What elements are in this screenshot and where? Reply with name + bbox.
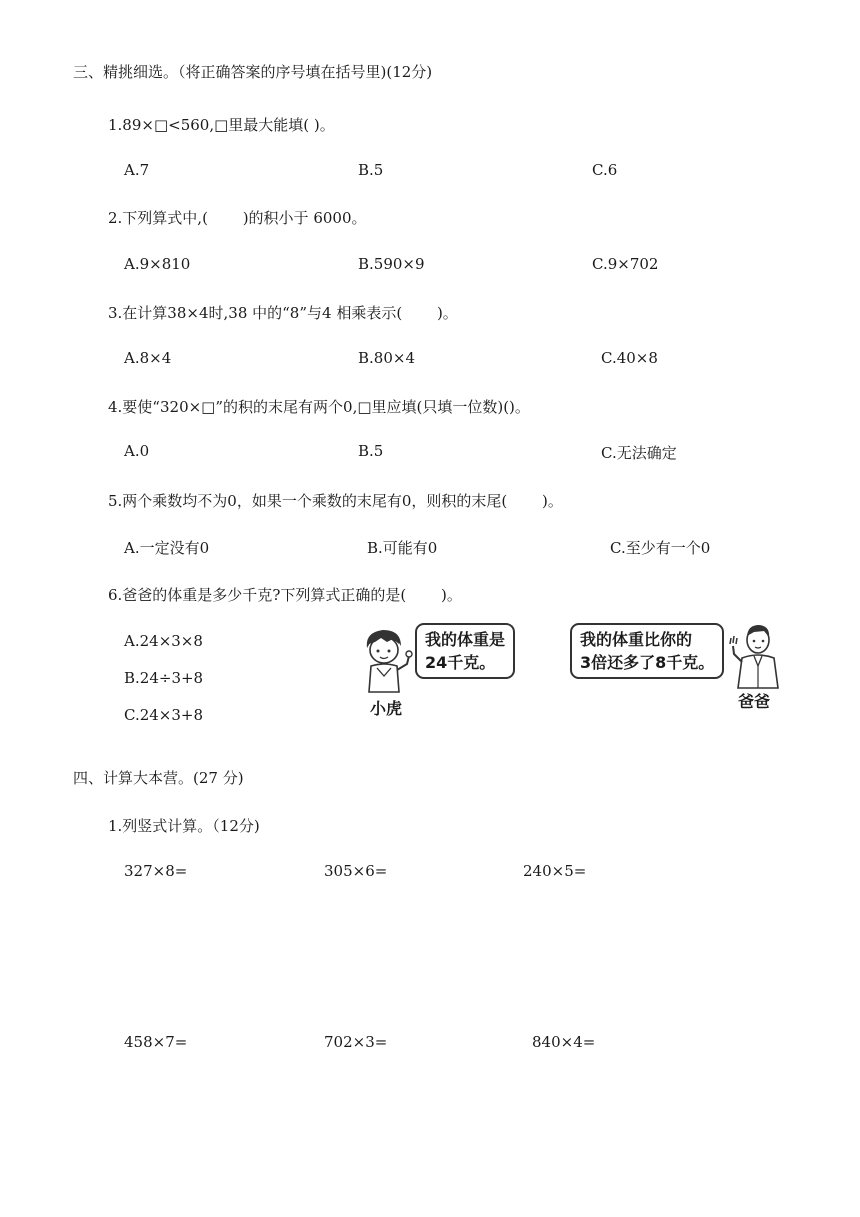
kid-figure-illustration — [357, 626, 417, 698]
question-5: 5.两个乘数均不为0，如果一个乘数的末尾有0，则积的末尾( )。 — [108, 492, 563, 510]
q3-option-a: A.8×4 — [124, 349, 172, 367]
q2-option-c: C.9×702 — [592, 255, 659, 273]
q1-option-a: A.7 — [124, 161, 150, 179]
section-3-title: 三、精挑细选。（将正确答案的序号填在括号里)(12分) — [73, 63, 433, 81]
section-4-sub-1: 1.列竖式计算。（12分) — [108, 817, 260, 835]
calc-item: 458×7= — [124, 1033, 188, 1051]
kid-speech-line-2: 24千克。 — [425, 653, 496, 672]
q3-option-c: C.40×8 — [601, 349, 658, 367]
question-4: 4.要使“320×□”的积的末尾有两个0,□里应填(只填一位数)()。 — [108, 398, 530, 416]
calc-item: 240×5= — [523, 862, 587, 880]
q5-option-c: C.至少有一个0 — [610, 539, 711, 557]
q6-option-b: B.24÷3+8 — [124, 669, 204, 687]
q4-option-b: B.5 — [358, 442, 384, 460]
q3-option-b: B.80×4 — [358, 349, 415, 367]
dad-speech-line-2: 3倍还多了8千克。 — [580, 653, 715, 672]
kid-speech-bubble — [415, 623, 515, 679]
calc-item: 840×4= — [532, 1033, 596, 1051]
dad-speech-line-1: 我的体重比你的 — [580, 630, 693, 649]
question-6: 6.爸爸的体重是多少千克?下列算式正确的是( )。 — [108, 586, 462, 604]
q5-option-a: A.一定没有0 — [124, 539, 210, 557]
calc-item: 327×8= — [124, 862, 188, 880]
q5-option-b: B.可能有0 — [367, 539, 438, 557]
q2-option-b: B.590×9 — [358, 255, 425, 273]
dad-speech-bubble — [570, 623, 724, 679]
dad-name-caption: 爸爸 — [738, 692, 771, 711]
question-2: 2.下列算式中,( )的积小于 6000。 — [108, 209, 367, 227]
dad-figure-illustration — [728, 622, 792, 690]
q6-option-a: A.24×3×8 — [124, 632, 203, 650]
kid-speech-line-1: 我的体重是 — [425, 630, 506, 649]
q6-option-c: C.24×3+8 — [124, 706, 204, 724]
calc-item: 702×3= — [324, 1033, 388, 1051]
question-1: 1.89×□<560,□里最大能填( )。 — [108, 116, 335, 134]
question-3: 3.在计算38×4时,38 中的“8”与4 相乘表示( )。 — [108, 304, 458, 322]
q4-option-c: C.无法确定 — [601, 444, 677, 462]
calc-item: 305×6= — [324, 862, 388, 880]
kid-name-caption: 小虎 — [370, 699, 403, 718]
q4-option-a: A.0 — [124, 442, 150, 460]
q1-option-b: B.5 — [358, 161, 384, 179]
q1-option-c: C.6 — [592, 161, 618, 179]
section-4-title: 四、计算大本营。(27 分) — [73, 769, 244, 787]
q2-option-a: A.9×810 — [124, 255, 191, 273]
